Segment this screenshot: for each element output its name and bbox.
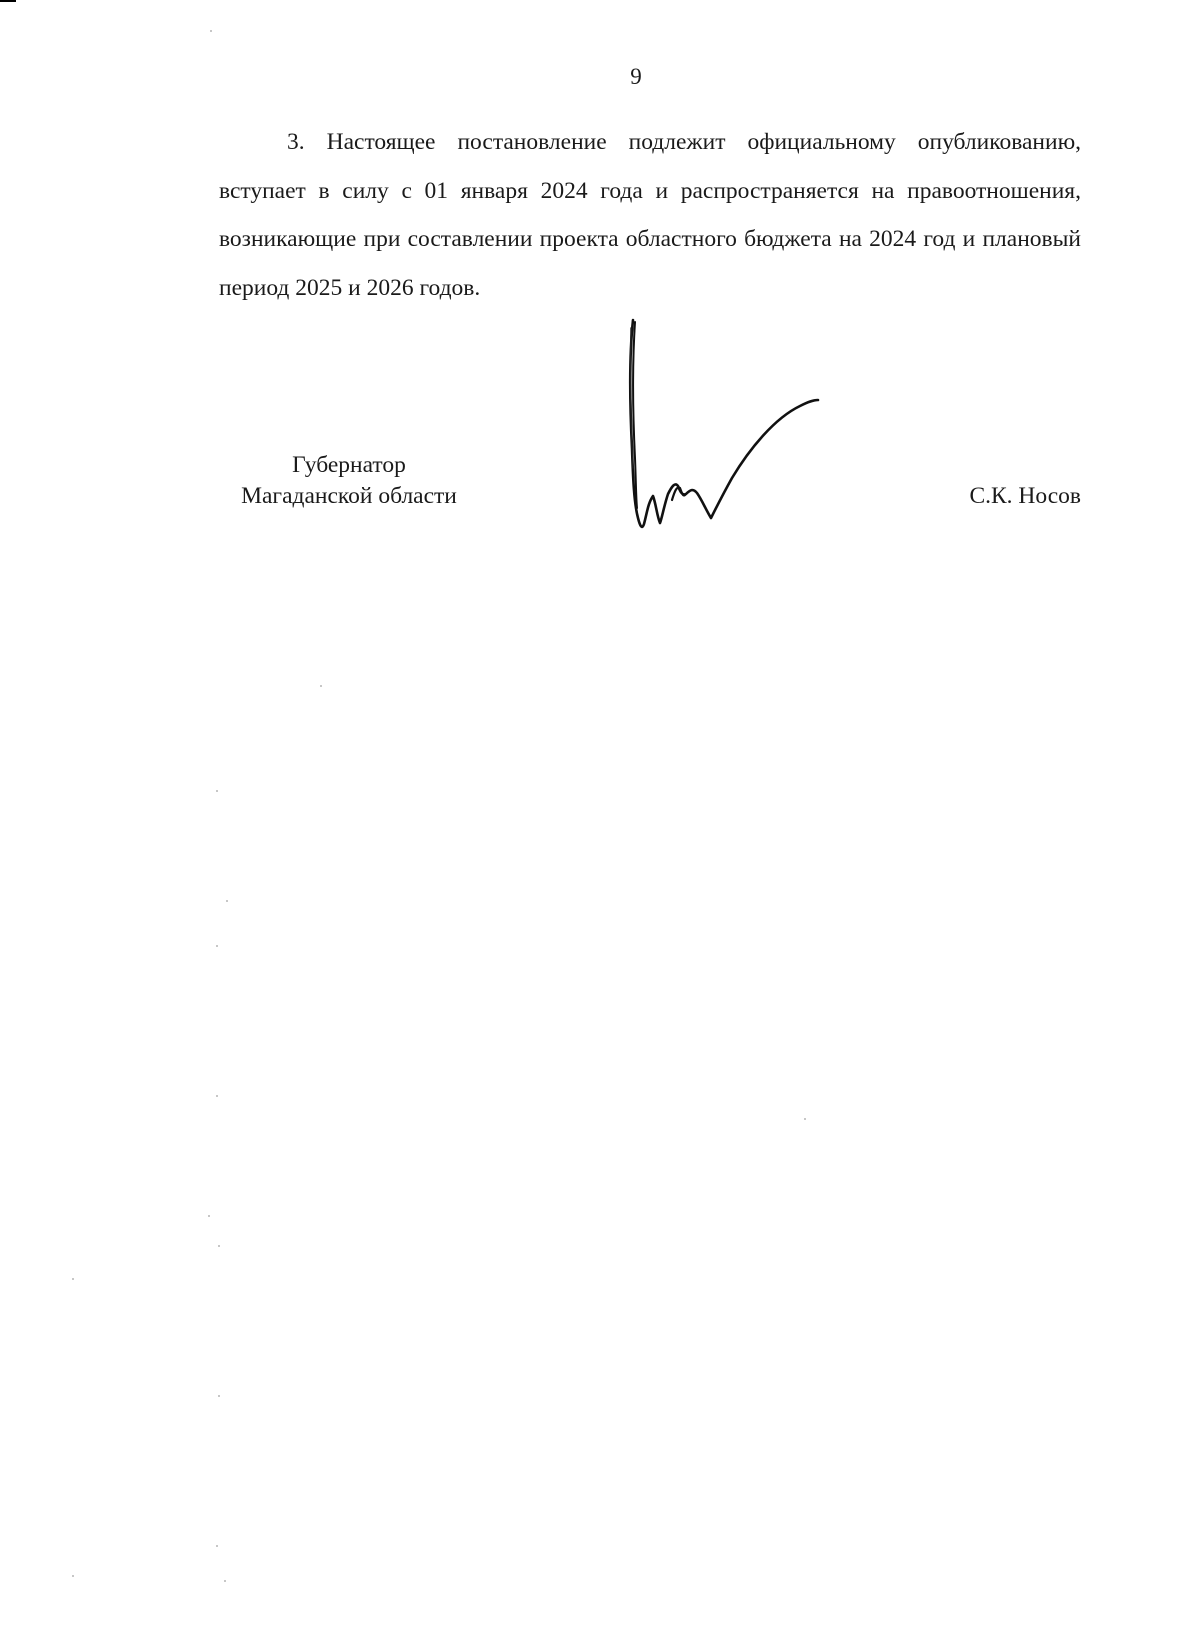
scan-edge-mark [0,0,16,2]
scan-speck [218,1395,220,1397]
resolution-paragraph: 3. Настоящее постановление подлежит официальному опубликованию, вступает в силу с 01 января 2024 года и распространяется на правоотношения, возникающие при составлении проекта областного бюджета на 2024 год и плановый период 2025 и 2026 годов. [219,129,1081,301]
handwritten-signature [620,318,850,548]
scan-speck [216,1545,218,1547]
scan-speck [218,1245,220,1247]
page-number: 9 [630,64,642,89]
scan-speck [210,30,212,32]
signer-title [219,450,479,512]
scan-speck [208,1215,210,1217]
scan-speck [72,1278,74,1280]
scan-speck [216,1095,218,1097]
scan-speck [226,900,228,902]
scan-speck [320,685,322,687]
scan-speck [72,1575,74,1577]
signer-title-line2: Магаданской области [241,483,457,509]
scan-speck [216,945,218,947]
scan-speck [224,1580,226,1582]
signer-title-line1: Губернатор [292,452,406,478]
signer-name: С.К. Носов [969,483,1081,509]
scan-speck [216,790,218,792]
scan-speck [804,1118,806,1120]
